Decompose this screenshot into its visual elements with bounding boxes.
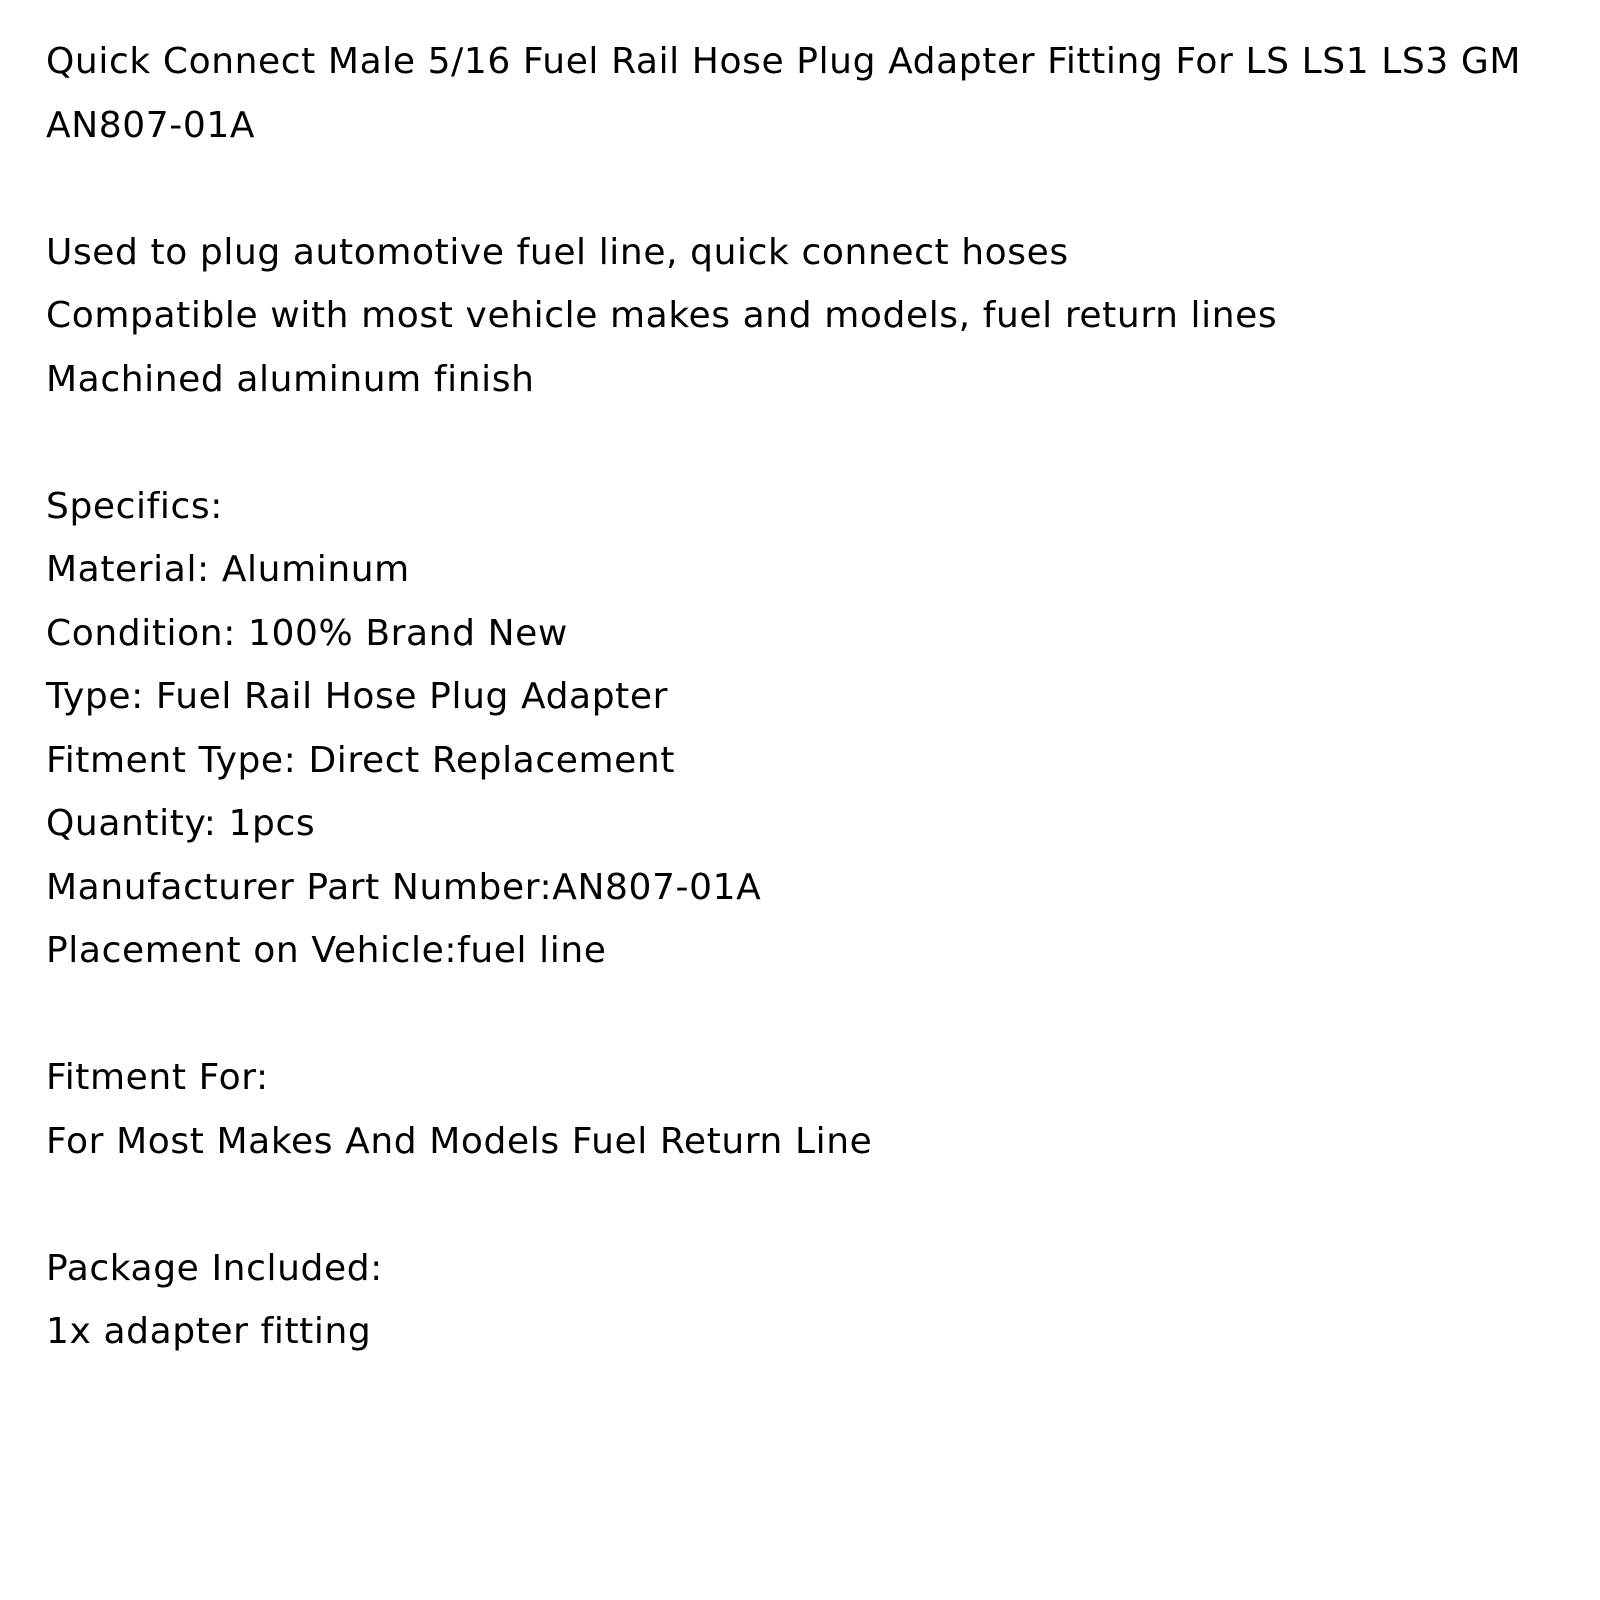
spec-item: Type: Fuel Rail Hose Plug Adapter bbox=[46, 676, 669, 717]
spacer bbox=[46, 983, 1556, 1047]
spec-item: Manufacturer Part Number:AN807-01A bbox=[46, 866, 762, 908]
spec-item: Material: Aluminum bbox=[46, 549, 410, 590]
fitment-heading: Fitment For: bbox=[46, 1057, 269, 1098]
spec-item: Fitment Type: Direct Replacement bbox=[46, 739, 676, 781]
title-line-1: Quick Connect Male 5/16 Fuel Rail Hose Plug Adapter Fitting For LS LS1 LS3 GM bbox=[46, 41, 1522, 82]
feature-line: Machined aluminum finish bbox=[46, 358, 535, 400]
feature-line: Used to plug automotive fuel line, quick connect hoses bbox=[46, 231, 1069, 273]
spec-item: Placement on Vehicle:fuel line bbox=[46, 930, 607, 971]
product-description bbox=[46, 30, 1556, 1364]
title-line-2: AN807-01A bbox=[46, 104, 256, 146]
package-heading: Package Included: bbox=[46, 1247, 383, 1289]
spec-item: Condition: 100% Brand New bbox=[46, 612, 568, 654]
specifics-heading: Specifics: bbox=[46, 485, 223, 527]
fitment-item: For Most Makes And Models Fuel Return Line bbox=[46, 1120, 873, 1162]
spacer bbox=[46, 157, 1556, 221]
spec-item: Quantity: 1pcs bbox=[46, 803, 316, 844]
spacer bbox=[46, 411, 1556, 475]
spacer bbox=[46, 1173, 1556, 1237]
feature-line: Compatible with most vehicle makes and models, fuel return lines bbox=[46, 295, 1278, 336]
package-item: 1x adapter fitting bbox=[46, 1311, 372, 1352]
